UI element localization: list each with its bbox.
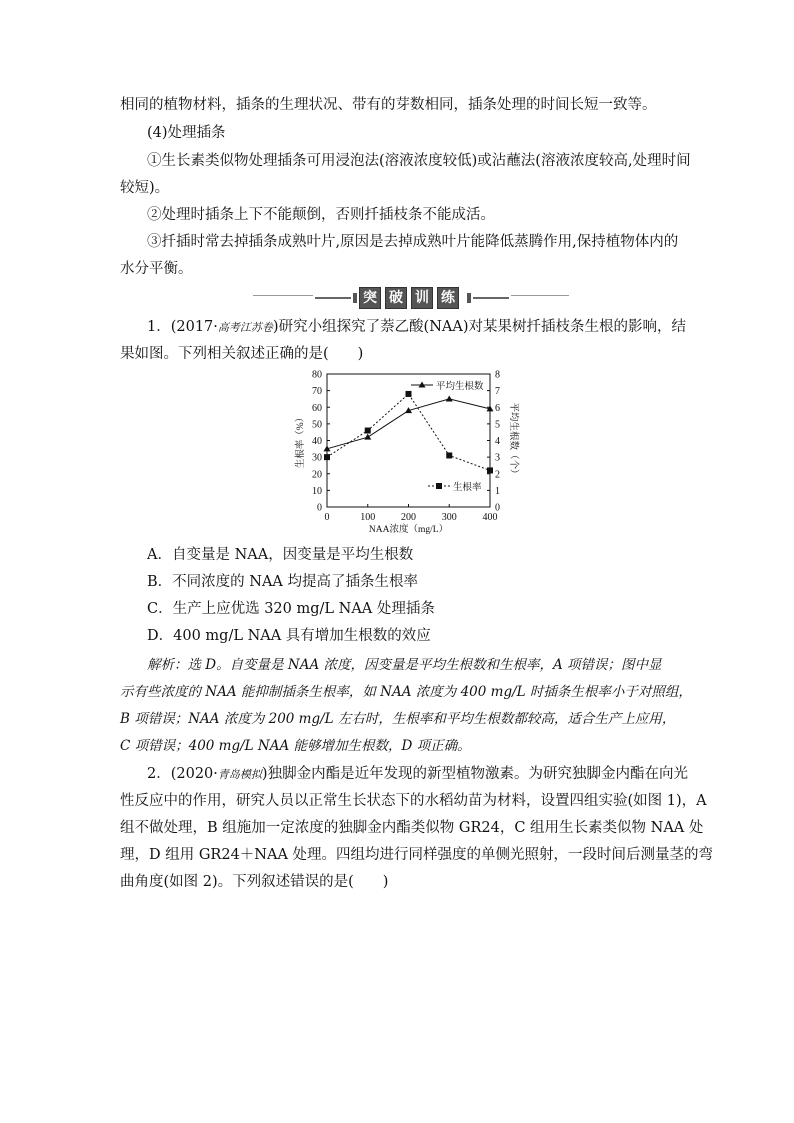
left-tick-label: 30 xyxy=(312,452,322,464)
left-tick-label: 20 xyxy=(312,469,322,481)
x-tick-label: 200 xyxy=(401,512,416,523)
analysis-line-3: B 项错误；NAA 浓度为 200 mg/L 左右时，生根率和平均生根数都较高，适合生产上应用， xyxy=(120,711,676,727)
banner-char-4: 练 xyxy=(437,287,459,309)
option-c: C．生产上应优选 320 mg/L NAA 处理插条 xyxy=(147,601,435,617)
plot-frame xyxy=(327,374,490,507)
q2-line-2: 性反应中的作用，研究人员以正常生长状态下的水稻幼苗为材料，设置四组实验(如图 1)，A xyxy=(120,793,707,809)
point-rooting-rate xyxy=(324,454,330,460)
series-line-rooting-rate xyxy=(327,394,490,470)
q1-stem-line-1 xyxy=(147,317,686,338)
q2-line-4: 理，D 组用 GR24＋NAA 处理。四组均进行同样强度的单侧光照射，一段时间后测量茎的弯 xyxy=(120,847,714,863)
point-avg-root-count xyxy=(446,395,453,401)
left-tick-label: 0 xyxy=(317,502,322,514)
right-tick-label: 7 xyxy=(495,386,500,398)
q1-source: 高考江苏卷 xyxy=(217,321,273,334)
legend-label-rate: 生根率 xyxy=(453,483,482,493)
q2-l1: )独脚金内酯是近年发现的新型植物激素。为研究独脚金内酯在向光 xyxy=(261,766,689,782)
right-tick-label: 8 xyxy=(495,369,500,381)
option-b: B．不同浓度的 NAA 均提高了插条生根率 xyxy=(147,574,419,590)
point-rooting-rate xyxy=(487,467,493,473)
option-d: D．400 mg/L NAA 具有增加生根数的效应 xyxy=(147,628,431,644)
legend-marker-avg xyxy=(419,382,426,388)
section-heading: (4)处理插条 xyxy=(147,125,226,141)
x-tick-label: 400 xyxy=(482,512,498,523)
banner-char-2: 破 xyxy=(385,287,407,309)
y-axis-right-label: 平均生根数（个） xyxy=(508,402,518,479)
analysis-line-1: 解析：选 D。自变量是 NAA 浓度，因变量是平均生根数和生根率，A 项错误；图中显 xyxy=(147,657,662,673)
intro-line-1: 相同的植物材料，插条的生理状况、带有的芽数相同，插条处理的时间长短一致等。 xyxy=(120,97,657,113)
right-tick-label: 2 xyxy=(495,469,500,481)
point-rooting-rate xyxy=(406,391,412,397)
x-axis-label: NAA浓度（mg/L） xyxy=(368,525,449,535)
right-tick-label: 6 xyxy=(495,402,500,414)
point-rooting-rate xyxy=(365,428,371,434)
q2-line-5: 曲角度(如图 2)。下列叙述错误的是( ) xyxy=(120,874,389,890)
section-banner xyxy=(253,287,569,309)
analysis-line-2: 示有些浓度的 NAA 能抑制插条生根率，如 NAA 浓度为 400 mg/L 时插条生根率小于对照组， xyxy=(120,684,692,700)
right-tick-label: 1 xyxy=(495,485,500,497)
q2-source: 青岛模拟 xyxy=(217,768,262,781)
x-tick-label: 300 xyxy=(441,512,457,523)
right-tick-label: 4 xyxy=(495,436,500,447)
left-tick-label: 10 xyxy=(312,485,322,497)
left-tick-label: 60 xyxy=(312,402,322,414)
intro-para-3b: 水分平衡。 xyxy=(120,261,193,277)
left-tick-label: 70 xyxy=(312,386,322,398)
q1-stem-a: )研究小组探究了萘乙酸(NAA)对某果树扦插枝条生根的影响，结 xyxy=(272,319,687,335)
left-tick-label: 40 xyxy=(312,436,322,447)
q2-line-3: 组不做处理，B 组施加一定浓度的独脚金内酯类似物 GR24，C 组用生长素类似物 NAA 处 xyxy=(120,820,704,836)
left-tick-label: 80 xyxy=(312,369,322,381)
right-tick-label: 3 xyxy=(495,452,500,464)
point-avg-root-count xyxy=(487,405,494,411)
q2-number: 2．(2020· xyxy=(147,766,218,782)
q1-stem-line-2: 果如图。下列相关叙述正确的是( ) xyxy=(120,346,364,362)
intro-para-3a: ③扦插时常去掉插条成熟叶片,原因是去掉成熟叶片能降低蒸腾作用,保持植物体内的 xyxy=(147,234,679,250)
point-avg-root-count xyxy=(405,407,412,413)
intro-para-1a: ①生长素类似物处理插条可用浸泡法(溶液浓度较低)或沾蘸法(溶液浓度较高,处理时间 xyxy=(147,153,691,169)
intro-para-2: ②处理时插条上下不能颠倒，否则扦插枝条不能成活。 xyxy=(147,207,495,223)
x-tick-label: 100 xyxy=(360,512,376,523)
point-rooting-rate xyxy=(446,452,452,458)
q2-line-1 xyxy=(147,764,688,785)
banner-char-1: 突 xyxy=(359,287,381,309)
q1-number: 1．(2017· xyxy=(147,319,218,335)
right-tick-label: 0 xyxy=(495,502,500,514)
x-tick-label: 0 xyxy=(324,512,330,523)
analysis-line-4: C 项错误；400 mg/L NAA 能够增加生根数，D 项正确。 xyxy=(120,738,471,754)
legend-marker-rate xyxy=(436,483,442,489)
legend-label-avg: 平均生根数 xyxy=(436,382,484,392)
series-line-avg-root-count xyxy=(327,399,490,449)
left-tick-label: 50 xyxy=(312,419,322,431)
banner-char-3: 训 xyxy=(411,287,433,309)
point-avg-root-count xyxy=(324,445,331,451)
right-tick-label: 5 xyxy=(495,419,500,431)
point-avg-root-count xyxy=(364,434,371,440)
y-axis-left-label: 生根率（%） xyxy=(296,412,306,469)
option-a: A．自变量是 NAA，因变量是平均生根数 xyxy=(147,547,414,563)
intro-para-1b: 较短)。 xyxy=(120,180,170,196)
